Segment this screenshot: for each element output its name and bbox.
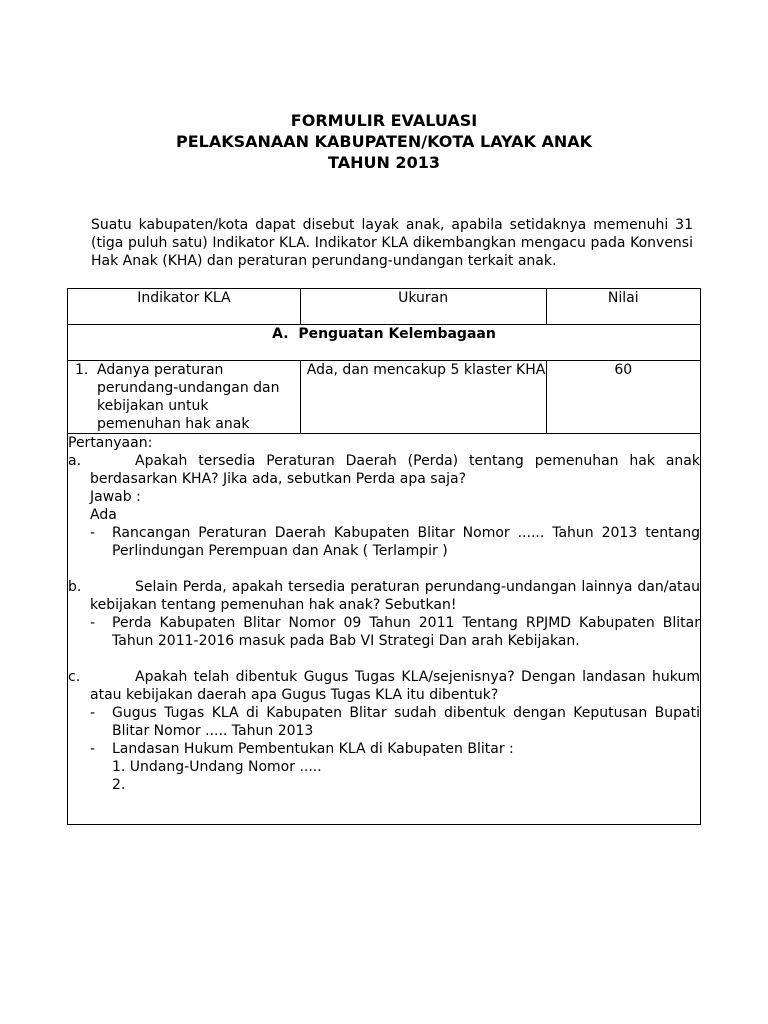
nilai-cell xyxy=(546,361,701,434)
list-item xyxy=(68,524,700,560)
questions-heading: Pertanyaan: xyxy=(68,435,153,451)
title-line-1: FORMULIR EVALUASI xyxy=(290,111,478,130)
indicator-text: Adanya peraturan perundang-undangan dan kebijakan untuk pemenuhan hak anak xyxy=(97,362,280,432)
ukuran-cell xyxy=(300,361,546,434)
jawab-label: Jawab : xyxy=(90,489,141,505)
sub-item-1: 1. Undang-Undang Nomor ..... xyxy=(112,759,322,775)
question-a xyxy=(68,452,700,488)
intro-paragraph: Suatu kabupaten/kota dapat disebut layak anak, apabila setidaknya memenuhi 31 (tiga puluh satu) Indikator KLA. Indikator KLA dikembangkan mengacu pada Konvensi Hak Anak (KHA) dan peraturan perundang-undangan terkait anak. xyxy=(91,217,693,269)
question-b-text: Selain Perda, apakah tersedia peraturan perundang-undangan lainnya dan/atau kebijakan tentang pemenuhan hak anak? Sebutkan! xyxy=(90,579,700,613)
list-item xyxy=(68,704,700,740)
section-title: A. Penguatan Kelembagaan xyxy=(68,325,701,361)
list-item xyxy=(68,740,700,758)
answer-c-item-2: Landasan Hukum Pembentukan KLA di Kabupaten Blitar : xyxy=(112,741,514,757)
answer-a-item-1: Rancangan Peraturan Daerah Kabupaten Blitar Nomor ...... Tahun 2013 tentang Perlindungan Perempuan dan Anak ( Terlampir ) xyxy=(112,525,700,559)
title-line-2: PELAKSANAAN KABUPATEN/KOTA LAYAK ANAK xyxy=(175,132,592,151)
table-header-row xyxy=(68,289,701,325)
indicator-number: 1. xyxy=(75,362,89,378)
sub-item-2: 2. xyxy=(112,777,126,793)
questions-cell xyxy=(68,434,701,825)
evaluation-table xyxy=(67,288,701,825)
question-c-text: Apakah telah dibentuk Gugus Tugas KLA/sejenisnya? Dengan landasan hukum atau kebijakan daerah apa Gugus Tugas KLA itu dibentuk? xyxy=(90,669,700,703)
header-ukuran: Ukuran xyxy=(300,289,546,325)
answer-a: Ada xyxy=(90,507,117,523)
section-row xyxy=(68,325,701,361)
list-item xyxy=(68,614,700,650)
question-c xyxy=(68,668,700,704)
question-b-label: b. xyxy=(68,579,82,595)
question-b xyxy=(68,578,700,614)
ukuran-text: Ada, dan mencakup 5 klaster KHA xyxy=(306,362,546,378)
answer-c-item-1: Gugus Tugas KLA di Kabupaten Blitar sudah dibentuk dengan Keputusan Bupati Blitar Nomor ..... Tahun 2013 xyxy=(112,705,700,739)
header-nilai: Nilai xyxy=(546,289,701,325)
document-title xyxy=(0,110,768,173)
question-c-label: c. xyxy=(68,669,81,685)
dash-bullet: - xyxy=(90,615,96,631)
dash-bullet: - xyxy=(90,525,96,541)
dash-bullet: - xyxy=(90,705,96,721)
question-a-text: Apakah tersedia Peraturan Daerah (Perda) tentang pemenuhan hak anak berdasarkan KHA? Jika ada, sebutkan Perda apa saja? xyxy=(90,453,700,487)
dash-bullet: - xyxy=(90,741,96,757)
table-row xyxy=(68,361,701,434)
answer-b-item-1: Perda Kabupaten Blitar Nomor 09 Tahun 2011 Tentang RPJMD Kabupaten Blitar Tahun 2011-2016 masuk pada Bab VI Strategi Dan arah Kebijakan. xyxy=(112,615,700,649)
title-line-3: TAHUN 2013 xyxy=(328,153,440,172)
nilai-value: 60 xyxy=(614,362,633,378)
header-indikator: Indikator KLA xyxy=(68,289,301,325)
indicator-cell xyxy=(68,361,301,434)
questions-row xyxy=(68,434,701,825)
question-a-label: a. xyxy=(68,453,82,469)
